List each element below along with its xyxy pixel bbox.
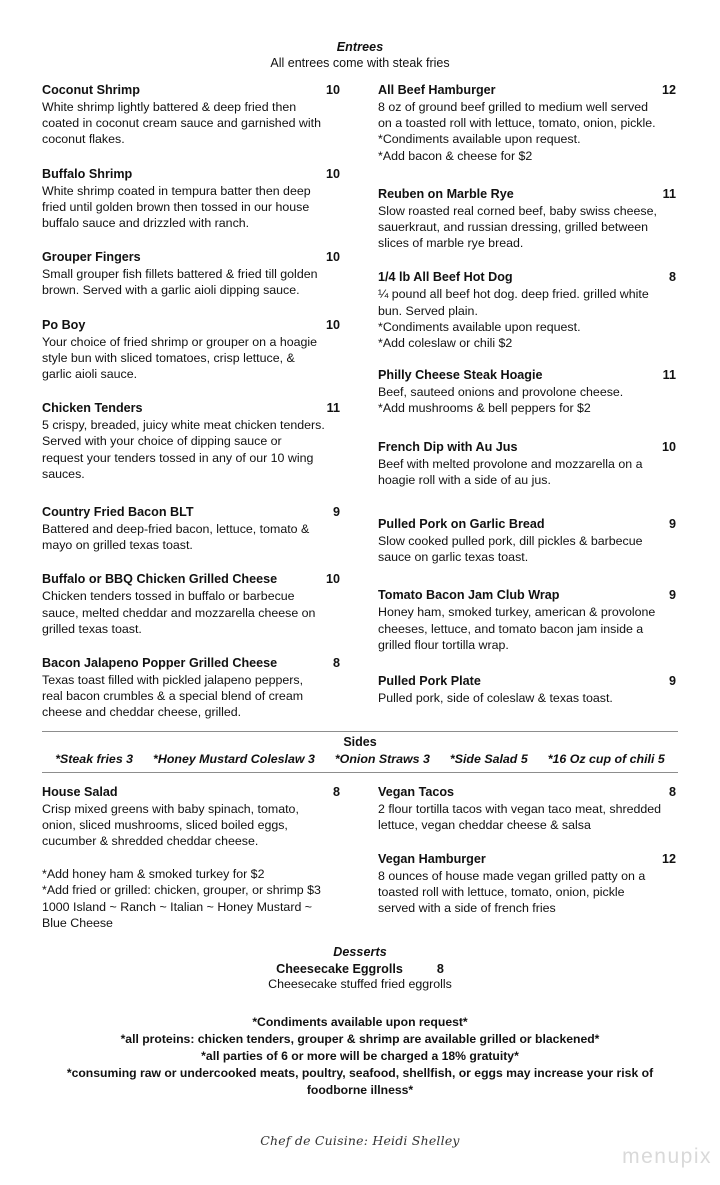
menu-item-name: Buffalo Shrimp	[42, 166, 133, 181]
menu-item-name: Vegan Tacos	[378, 784, 455, 799]
side-item: *Side Salad 5	[449, 751, 528, 766]
menu-item-name: Philly Cheese Steak Hoagie	[378, 368, 543, 383]
menu-item-head	[378, 673, 676, 689]
menupix-watermark: menupix	[622, 1145, 712, 1168]
menu-item-name: All Beef Hamburger	[378, 83, 496, 97]
desc-line: bun. Served plain.	[378, 303, 478, 318]
addon-line: 1000 Island ~ Ranch ~ Italian ~ Honey Mustard ~	[42, 899, 313, 914]
desc-line: brown. Served with a garlic aioli dipping sauce.	[42, 283, 300, 298]
chef-credit: Chef de Cuisine: Heidi Shelley	[260, 1133, 460, 1149]
menu-item-name: Chicken Tenders	[42, 401, 143, 416]
sides-section	[42, 731, 678, 773]
menu-item-price: 10	[325, 166, 340, 181]
desc-line: White shrimp coated in tempura batter then deep	[42, 183, 311, 198]
desc-line: 8 oz of ground beef grilled to medium well served	[378, 100, 648, 114]
desc-line: Beef, sauteed onions and provolone cheese.	[378, 385, 624, 400]
menu-item-name: Bacon Jalapeno Popper Grilled Cheese	[42, 656, 278, 671]
desc-line: hoagie roll with a side of au jus.	[378, 472, 551, 487]
menu-item-description	[378, 533, 676, 565]
dessert-price: 8	[436, 962, 444, 977]
menu-item	[378, 516, 676, 565]
desc-line: mayo on grilled texas toast.	[42, 538, 193, 553]
side-item: *16 Oz cup of chili 5	[547, 751, 665, 766]
desc-line: toasted roll with lettuce, tomato, onion, pickle	[378, 885, 625, 900]
desc-line: lettuce, vegan cheddar cheese & salsa	[378, 817, 591, 832]
menu-item-name: Coconut Shrimp	[42, 83, 140, 97]
menu-item	[42, 400, 340, 482]
menu-item-head	[42, 504, 340, 520]
desc-line: Texas toast filled with pickled jalapeno peppers,	[42, 673, 304, 688]
desc-line: Small grouper fish fillets battered & fried till golden	[42, 267, 318, 282]
menu-item-price: 9	[332, 505, 340, 520]
menu-item	[378, 587, 676, 653]
desc-line: 5 crispy, breaded, juicy white meat chicken tenders.	[42, 418, 325, 433]
menu-item-description	[42, 672, 340, 721]
menu-item-name: Tomato Bacon Jam Club Wrap	[378, 588, 560, 603]
menu-item-name: Grouper Fingers	[42, 250, 141, 265]
menu-item	[378, 673, 676, 706]
menu-item-price: 11	[662, 186, 676, 201]
note-line: *all proteins: chicken tenders, grouper & shrimp are available grilled or blackened*	[120, 1032, 600, 1047]
desc-line: *Add mushrooms & bell peppers for $2	[378, 401, 591, 416]
menu-item-description	[42, 266, 340, 298]
menu-item-head	[378, 269, 676, 285]
menu-notes	[42, 1014, 678, 1099]
menu-item-description	[42, 521, 340, 553]
menu-item-price: 8	[332, 656, 340, 671]
desc-line: *Condiments available upon request.	[378, 132, 581, 147]
menu-item-head	[378, 439, 676, 455]
desc-line: sauces.	[42, 466, 85, 481]
entrees-header	[42, 0, 678, 70]
desc-line: Crisp mixed greens with baby spinach, tomato,	[42, 801, 299, 816]
desc-line: request your tenders tossed in any of our 10 wing	[42, 450, 314, 465]
menu-item-head	[42, 571, 340, 587]
desc-line: 2 flour tortilla tacos with vegan taco meat, shredded	[378, 801, 662, 816]
desc-line: Your choice of fried shrimp or grouper on a hoagie	[42, 334, 318, 349]
menu-item-price: 12	[661, 83, 676, 97]
menu-item-price: 9	[668, 588, 676, 603]
menu-item-description	[378, 801, 676, 833]
menu-item-description	[378, 868, 676, 917]
desserts-section	[42, 945, 678, 991]
menu-item-price: 11	[662, 368, 676, 383]
desc-line: grilled flour tortilla wrap.	[378, 637, 509, 652]
desc-line: cheeses, lettuce, and tomato bacon jam inside a	[378, 621, 644, 636]
menu-item-head	[42, 249, 340, 265]
addon-line: *Add fried or grilled: chicken, grouper, or shrimp $3	[42, 883, 321, 898]
desc-line: onion, sliced mushrooms, sliced boiled eggs,	[42, 817, 288, 832]
desc-line: *Add coleslaw or chili $2	[378, 336, 513, 351]
desc-line: sauce on garlic texas toast.	[378, 550, 529, 565]
divider-bottom	[42, 772, 678, 773]
menu-item-description	[42, 99, 340, 148]
dessert-item	[42, 962, 678, 976]
menu-item-description	[42, 183, 340, 232]
desc-line: coated in coconut cream sauce and garnished with	[42, 116, 321, 131]
desc-line: real bacon crumbles & a special blend of cream	[42, 689, 304, 704]
desc-line: ¼ pound all beef hot dog. deep fried. grilled white	[378, 287, 649, 302]
salads-columns	[42, 784, 678, 931]
menu-item-price: 10	[325, 250, 340, 265]
menu-item-head	[378, 587, 676, 603]
salads-left-column	[42, 784, 340, 931]
menu-item-name: Country Fried Bacon BLT	[42, 505, 194, 520]
menu-item	[378, 784, 676, 833]
menu-item-head	[378, 186, 676, 202]
menu-item-description	[42, 417, 340, 482]
desc-line: Pulled pork, side of coleslaw & texas toast.	[378, 691, 613, 706]
menu-item	[378, 851, 676, 917]
addon-line: *Add honey ham & smoked turkey for $2	[42, 867, 265, 882]
menu-item-head	[42, 317, 340, 333]
sides-title: Sides	[343, 734, 377, 749]
desc-line: fried until golden brown then tossed in our house	[42, 199, 310, 214]
desc-line: garlic aioli sauce.	[42, 367, 138, 382]
entrees-columns	[42, 82, 678, 721]
desc-line: grilled texas toast.	[42, 621, 142, 636]
menu-item	[378, 439, 676, 488]
menu-item-description	[378, 456, 676, 488]
menu-item-price: 10	[325, 83, 340, 97]
menu-item-name: Buffalo or BBQ Chicken Grilled Cheese	[42, 572, 278, 587]
desserts-title: Desserts	[333, 945, 387, 960]
menu-item-price: 9	[668, 517, 676, 532]
menu-item	[378, 367, 676, 416]
menu-item-head	[42, 400, 340, 416]
addon-line: Blue Cheese	[42, 915, 113, 930]
menu-item-head	[42, 784, 340, 800]
salads-right-column	[378, 784, 676, 931]
desc-line: Chicken tenders tossed in buffalo or barbecue	[42, 589, 295, 604]
desc-line: buffalo sauce and drizzled with ranch.	[42, 216, 250, 231]
desc-line: slices of marble rye bread.	[378, 236, 524, 251]
menu-item-head	[378, 367, 676, 383]
menu-item	[42, 82, 340, 148]
desc-line: *Add bacon & cheese for $2	[378, 148, 533, 163]
note-line: foodborne illness*	[306, 1083, 414, 1098]
menu-item-name: Pulled Pork Plate	[378, 674, 481, 689]
menu-item-price: 8	[668, 784, 676, 799]
entrees-left-column	[42, 82, 340, 721]
desc-line: Slow roasted real corned beef, baby swiss cheese,	[378, 203, 657, 218]
menu-item-name: Pulled Pork on Garlic Bread	[378, 517, 545, 532]
menu-item	[42, 317, 340, 383]
note-line: *all parties of 6 or more will be charged a 18% gratuity*	[201, 1049, 519, 1064]
menu-item-price: 8	[332, 784, 340, 799]
desc-line: Slow cooked pulled pork, dill pickles & barbecue	[378, 534, 643, 549]
menu-item-name: Vegan Hamburger	[378, 852, 486, 867]
side-item: *Onion Straws 3	[334, 751, 430, 766]
menu-item-head	[378, 516, 676, 532]
menu-item-head	[378, 784, 676, 800]
menu-item-name: 1/4 lb All Beef Hot Dog	[378, 270, 513, 285]
menu-item-description	[378, 286, 676, 351]
menu-item	[42, 504, 340, 553]
menu-item-name: Po Boy	[42, 317, 86, 332]
menu-item-head	[378, 82, 676, 98]
menu-item-description	[42, 801, 340, 850]
menu-item	[378, 82, 676, 164]
note-line: *Condiments available upon request*	[252, 1015, 468, 1030]
menu-item	[42, 784, 340, 850]
desc-line: served with a side of french fries	[378, 901, 556, 916]
note-line: *consuming raw or undercooked meats, poultry, seafood, shellfish, or eggs may increase your risk of	[66, 1066, 654, 1081]
desc-line: on a toasted roll with lettuce, tomato, onion, pickle.	[378, 116, 656, 131]
menu-item	[378, 186, 676, 252]
menu-item-head	[42, 166, 340, 182]
menu-item-name: French Dip with Au Jus	[378, 439, 518, 454]
menu-item-description	[42, 334, 340, 383]
menu-item-head	[42, 82, 340, 98]
menu-item-description	[42, 588, 340, 637]
sides-items	[42, 752, 678, 766]
divider-top	[42, 731, 678, 732]
menu-item-head	[378, 851, 676, 867]
menu-item-price: 10	[661, 439, 676, 454]
desc-line: cucumber & shredded cheddar cheese.	[42, 834, 259, 849]
desc-line: sauerkraut, and russian dressing, grilled between	[378, 220, 648, 235]
menu-item	[42, 249, 340, 298]
dessert-description: Cheesecake stuffed fried eggrolls	[268, 977, 452, 992]
menu-item-description	[378, 690, 676, 706]
menu-item-price: 8	[668, 270, 676, 285]
desc-line: coconut flakes.	[42, 132, 125, 147]
menu-item-name: House Salad	[42, 784, 118, 799]
dessert-name: Cheesecake Eggrolls	[276, 962, 403, 977]
entrees-right-column	[378, 82, 676, 721]
menu-item	[42, 655, 340, 721]
menu-item-price: 10	[325, 572, 340, 587]
menu-item-price: 9	[668, 674, 676, 689]
menu-item-description	[378, 384, 676, 416]
menu-item	[378, 269, 676, 351]
desc-line: style bun with sliced tomatoes, crisp lettuce, &	[42, 350, 295, 365]
menu-item-name: Reuben on Marble Rye	[378, 186, 514, 201]
entrees-title: Entrees	[336, 40, 384, 54]
entrees-subtitle: All entrees come with steak fries	[270, 56, 450, 70]
desc-line: 8 ounces of house made vegan grilled patty on a	[378, 869, 646, 884]
desc-line: Beef with melted provolone and mozzarella on a	[378, 456, 643, 471]
menu-item-price: 10	[325, 317, 340, 332]
menu-item	[42, 166, 340, 232]
desc-line: sauce, melted cheddar and mozzarella cheese on	[42, 605, 316, 620]
salad-addons	[42, 866, 340, 931]
menu-item-description	[378, 604, 676, 653]
desc-line: *Condiments available upon request.	[378, 319, 581, 334]
desc-line: White shrimp lightly battered & deep fried then	[42, 100, 297, 114]
side-item: *Steak fries 3	[55, 751, 134, 766]
desc-line: Battered and deep-fried bacon, lettuce, tomato &	[42, 522, 310, 537]
desc-line: Honey ham, smoked turkey, american & provolone	[378, 605, 656, 620]
menu-item-head	[42, 655, 340, 671]
desc-line: Served with your choice of dipping sauce or	[42, 434, 282, 449]
desc-line: cheese and cheddar cheese, grilled.	[42, 705, 242, 720]
menu-item-price: 12	[661, 852, 676, 867]
menu-item-description	[378, 203, 676, 252]
menu-item-description	[378, 99, 676, 164]
menu-item-price: 11	[326, 401, 340, 416]
menu-item	[42, 571, 340, 637]
side-item: *Honey Mustard Coleslaw 3	[153, 751, 315, 766]
